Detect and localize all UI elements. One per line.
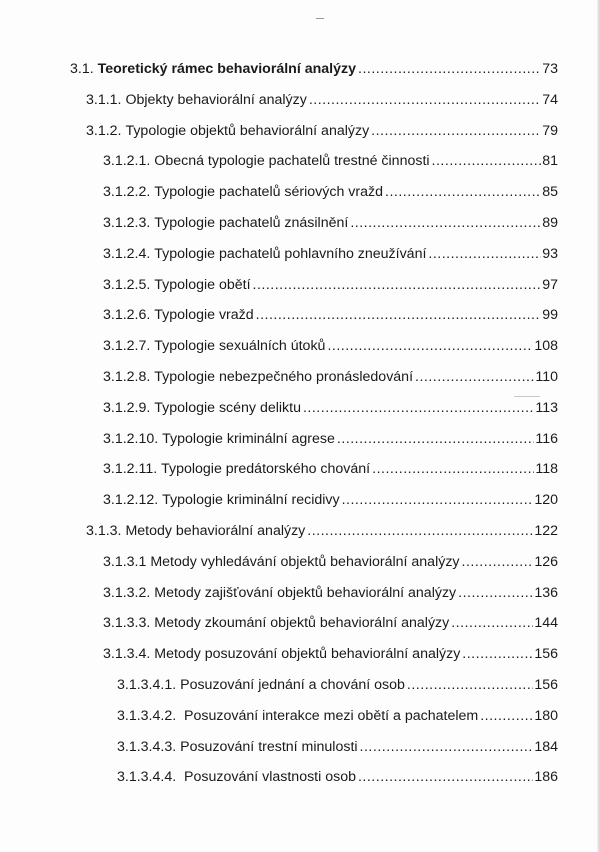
toc-entry-page-number: 113 <box>535 399 558 416</box>
toc-entry-number: 3.1.3.4.4. <box>117 769 185 786</box>
toc-entry <box>103 643 558 665</box>
toc-entry <box>117 736 558 758</box>
toc-entry <box>103 150 558 172</box>
toc-leader-dots <box>428 243 541 265</box>
toc-entry-number: 3.1.2.11. <box>103 461 162 478</box>
toc-entry-page-number: 136 <box>534 584 558 601</box>
toc-entry-page-number: 97 <box>542 276 558 293</box>
toc-leader-dots <box>371 120 541 142</box>
toc-entry-number: 3.1.3.1 <box>103 553 151 570</box>
toc-leader-dots <box>256 304 542 326</box>
toc-entry-number: 3.1.3.3. <box>103 615 155 632</box>
toc-entry <box>103 582 558 604</box>
toc-entry-title: Typologie obětí <box>154 276 251 293</box>
toc-leader-dots <box>385 181 541 203</box>
toc-entry-number: 3.1.2.10. <box>103 430 163 447</box>
toc-entry <box>103 304 558 326</box>
toc-entry-number: 3.1.2.9. <box>103 399 155 416</box>
toc-entry-number: 3.1.3.2. <box>103 584 155 601</box>
toc-entry-number: 3.1.3.4.1. <box>117 677 181 693</box>
toc-leader-dots <box>307 520 533 542</box>
toc-entry-page-number: 89 <box>542 215 558 231</box>
toc-entry-title: Typologie kriminální recidivy <box>162 492 340 509</box>
toc-entry-number: 3.1.2.3. <box>103 215 155 231</box>
toc-entry-title: Objekty behaviorální analýzy <box>125 91 307 108</box>
scan-speck <box>316 18 324 19</box>
toc-entry <box>103 428 558 450</box>
toc-entry-number: 3.1.2.4. <box>103 245 155 262</box>
toc-entry-page-number: 118 <box>535 461 558 478</box>
toc-entry-number: 3.1.2.7. <box>103 338 155 355</box>
toc-entry-number: 3.1.3. <box>86 523 126 539</box>
toc-entry-title: Posuzování jednání a chování osob <box>180 677 405 693</box>
toc-leader-dots <box>415 366 534 388</box>
toc-entry <box>86 120 558 142</box>
toc-entry-title: Typologie pachatelů pohlavního zneužívání <box>154 245 427 262</box>
toc-entry <box>103 397 558 419</box>
toc-entry-number: 3.1.3.4.3. <box>117 738 181 755</box>
toc-entry-title: Typologie vražd <box>154 307 254 324</box>
toc-entry-page-number: 99 <box>542 307 558 324</box>
toc-leader-dots <box>358 766 533 788</box>
toc-entry-title: Typologie scény deliktu <box>154 399 301 416</box>
toc-entry-title: Posuzování vlastnosti osob <box>184 769 356 786</box>
toc-entry <box>103 335 558 357</box>
toc-entry-title: Posuzování interakce mezi obětí a pachatelem <box>184 707 479 724</box>
toc-entry-number: 3.1.3.4. <box>103 646 155 663</box>
toc-entry-page-number: 184 <box>534 738 558 755</box>
toc-leader-dots <box>253 274 542 296</box>
toc-entry-title: Obecná typologie pachatelů trestné činnosti <box>154 153 430 170</box>
toc-entry-title: Teoretický rámec behaviorální analýzy <box>97 61 356 77</box>
toc-entry-page-number: 156 <box>534 646 558 663</box>
toc-entry-title: Metody posuzování objektů behaviorální analýzy <box>154 646 461 663</box>
toc-entry-page-number: 74 <box>542 91 558 108</box>
toc-entry-number: 3.1.2.6. <box>103 307 155 324</box>
toc-leader-dots <box>360 736 534 758</box>
toc-leader-dots <box>480 705 533 727</box>
toc-leader-dots <box>337 428 535 450</box>
toc-entry-title: Metody behaviorální analýzy <box>125 523 306 539</box>
toc-entry-title: Metody zkoumání objektů behaviorální analýzy <box>154 615 450 632</box>
toc-leader-dots <box>350 212 541 234</box>
toc-leader-dots <box>407 674 533 696</box>
toc-leader-dots <box>309 89 541 111</box>
toc-entry <box>103 612 558 634</box>
toc-entry-page-number: 108 <box>534 338 558 355</box>
toc-leader-dots <box>458 582 533 604</box>
toc-entry <box>70 58 558 80</box>
toc-leader-dots <box>327 335 533 357</box>
toc-entry-page-number: 186 <box>534 769 558 786</box>
toc-leader-dots <box>462 551 534 573</box>
toc-entry <box>86 89 558 111</box>
toc-entry-number: 3.1.2.2. <box>103 184 155 201</box>
toc-entry-page-number: 116 <box>535 430 558 447</box>
toc-entry <box>103 181 558 203</box>
toc-entry-page-number: 180 <box>534 707 558 724</box>
toc-leader-dots <box>372 458 534 480</box>
toc-leader-dots <box>451 612 533 634</box>
toc-entry <box>103 366 558 388</box>
toc-entry-title: Typologie kriminální agrese <box>162 430 335 447</box>
toc-entry-number: 3.1.3.4.2. <box>117 707 185 724</box>
toc-entry-page-number: 73 <box>542 61 558 77</box>
toc-entry-page-number: 122 <box>534 523 558 539</box>
toc-entry <box>103 212 558 234</box>
toc-entry-page-number: 156 <box>534 677 558 693</box>
toc-entry-title: Typologie sexuálních útoků <box>154 338 326 355</box>
toc-entry-title: Metody zajišťování objektů behaviorální analýzy <box>154 584 457 601</box>
toc-entry <box>117 766 558 788</box>
toc-entry <box>117 705 558 727</box>
toc-leader-dots <box>432 150 542 172</box>
toc-entry <box>103 551 558 573</box>
toc-entry <box>103 489 558 511</box>
toc-entry-number: 3.1.1. <box>86 91 126 108</box>
toc-entry-page-number: 85 <box>542 184 558 201</box>
toc-entry-number: 3.1.2.12. <box>103 492 163 509</box>
toc-entry <box>103 458 558 480</box>
toc-entry <box>117 674 558 696</box>
toc-entry-number: 3.1.2.8. <box>103 369 155 385</box>
toc-entry-title: Typologie predátorského chování <box>161 461 371 478</box>
toc-entry-number: 3.1. <box>70 61 98 77</box>
toc-entry-page-number: 144 <box>534 615 558 632</box>
toc-leader-dots <box>303 397 534 419</box>
toc-entry-page-number: 126 <box>534 553 558 570</box>
toc-entry <box>103 243 558 265</box>
toc-entry-page-number: 110 <box>535 369 558 385</box>
toc-entry-page-number: 81 <box>542 153 558 170</box>
toc-entry-title: Typologie objektů behaviorální analýzy <box>125 122 370 139</box>
toc-entry-title: Typologie pachatelů znásilnění <box>154 215 349 231</box>
toc-entry-title: Typologie pachatelů sériových vražd <box>154 184 383 201</box>
toc-entry-title: Typologie nebezpečného pronásledování <box>154 369 414 385</box>
toc-entry-number: 3.1.2.1. <box>103 153 155 170</box>
toc-entry-number: 3.1.2. <box>86 122 126 139</box>
toc-entry-page-number: 93 <box>542 245 558 262</box>
toc-entry <box>86 520 558 542</box>
toc-leader-dots <box>358 58 541 80</box>
toc-leader-dots <box>462 643 533 665</box>
toc-leader-dots <box>342 489 534 511</box>
toc-entry-number: 3.1.2.5. <box>103 276 155 293</box>
toc-entry-title: Posuzování trestní minulosti <box>180 738 358 755</box>
toc-entry <box>103 274 558 296</box>
toc-entry-page-number: 79 <box>542 122 558 139</box>
toc-entry-page-number: 120 <box>534 492 558 509</box>
toc-entry-title: Metody vyhledávání objektů behaviorální analýzy <box>150 553 460 570</box>
